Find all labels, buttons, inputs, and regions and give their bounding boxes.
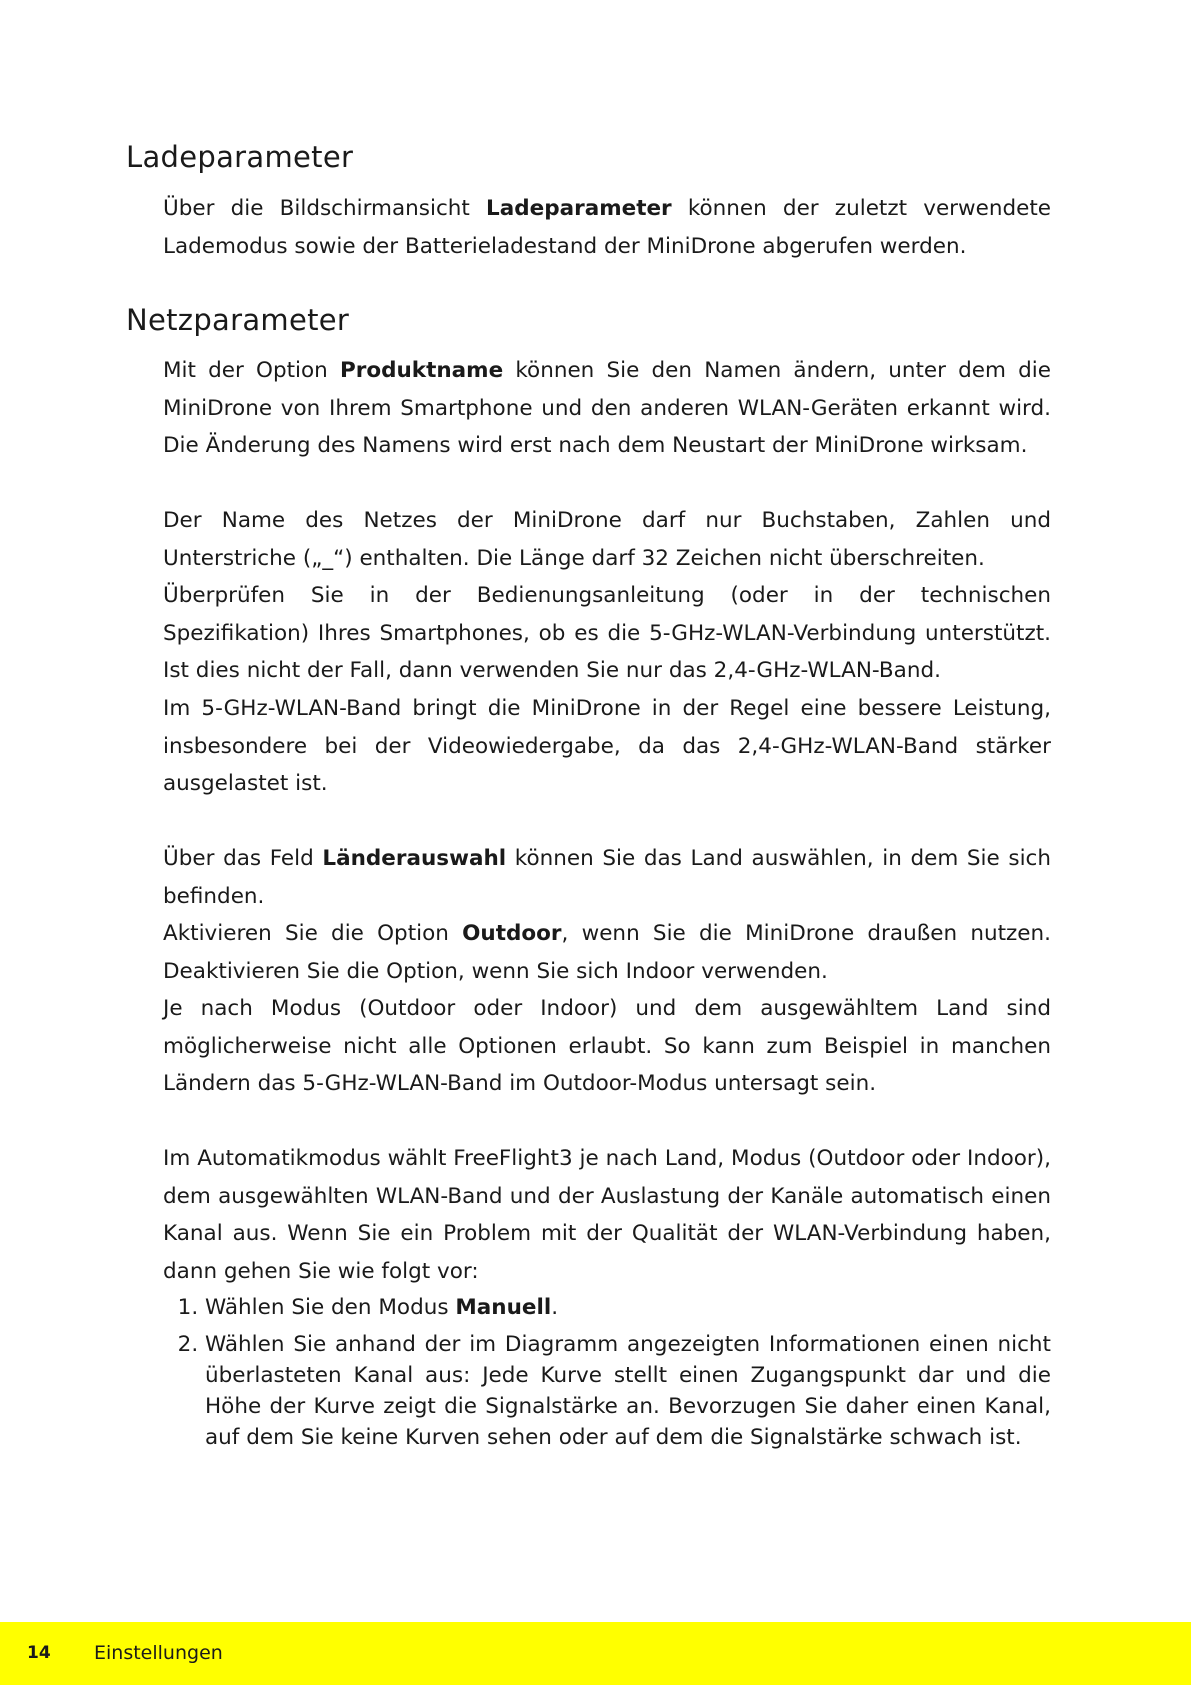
term-produktname: Produktname (339, 358, 504, 383)
term-ladeparameter: Ladeparameter (486, 196, 672, 221)
heading-ladeparameter: Ladeparameter (126, 140, 354, 174)
paragraph-mode-restrictions: Je nach Modus (Outdoor oder Indoor) und dem ausgewähltem Land sind möglicherweise nicht alle Optionen erlaubt. So kann zum Beispiel in manchen Ländern das 5-GHz-WLAN-Band im Outdoor-Modus untersagt sein. (163, 996, 1051, 1096)
footer-section-title: Einstellungen (94, 1642, 223, 1664)
paragraph-ladeparameter: Über die Bildschirmansicht Ladeparameter können der zuletzt verwendete Lademodus sowie der Batterieladestand der MiniDrone abgerufen werden. (163, 196, 1051, 259)
list-item: 1. Wählen Sie den Modus Manuell. (205, 1292, 1051, 1323)
paragraph-laenderauswahl: Über das Feld Länderauswahl können Sie das Land auswählen, in dem Sie sich befinden. (163, 846, 1051, 909)
steps-list (163, 1292, 1051, 1459)
paragraph-5ghz-check: Überprüfen Sie in der Bedienungsanleitung (oder in der technischen Spezifikation) Ihres Smartphones, ob es die 5-GHz-WLAN-Verbindung unterstützt. Ist dies nicht der Fall, dann verwenden Sie nur das 2,4-GHz-WLAN-Band. (163, 583, 1051, 683)
heading-netzparameter: Netzparameter (126, 303, 350, 337)
page-number: 14 (27, 1643, 51, 1663)
list-item: 2. Wählen Sie anhand der im Diagramm angezeigten Informationen einen nicht überlasteten Kanal aus: Jede Kurve stellt einen Zugangspunkt dar und die Höhe der Kurve zeigt die Signalstärke an. Bevorzugen Sie daher einen Kanal, auf dem Sie keine Kurven sehen oder auf dem die Signalstärke schwach ist. (205, 1329, 1051, 1453)
term-outdoor: Outdoor (462, 921, 562, 946)
paragraph-produktname: Mit der Option Produktname können Sie den Namen ändern, unter dem die MiniDrone von Ihrem Smartphone und den anderen WLAN-Geräten erkannt wird. Die Änderung des Namens wird erst nach dem Neustart der MiniDrone wirksam. (163, 358, 1051, 458)
paragraph-outdoor: Aktivieren Sie die Option Outdoor, wenn Sie die MiniDrone draußen nutzen. Deaktivieren Sie die Option, wenn Sie sich Indoor verwenden. (163, 921, 1051, 984)
paragraph-5ghz-performance: Im 5-GHz-WLAN-Band bringt die MiniDrone in der Regel eine bessere Leistung, insbesondere bei der Videowiedergabe, da das 2,4-GHz-WLAN-Band stärker ausgelastet ist. (163, 696, 1051, 796)
term-laenderauswahl: Länderauswahl (322, 846, 507, 871)
page-footer (0, 1622, 1191, 1685)
paragraph-network-name-rules: Der Name des Netzes der MiniDrone darf nur Buchstaben, Zahlen und Unterstriche („_“) enthalten. Die Länge darf 32 Zeichen nicht überschreiten. (163, 508, 1051, 571)
paragraph-automatikmodus: Im Automatikmodus wählt FreeFlight3 je nach Land, Modus (Outdoor oder Indoor), dem ausgewählten WLAN-Band und der Auslastung der Kanäle automatisch einen Kanal aus. Wenn Sie ein Problem mit der Qualität der WLAN-Verbindung haben, dann gehen Sie wie folgt vor: (163, 1146, 1051, 1284)
term-manuell: Manuell (455, 1295, 552, 1320)
